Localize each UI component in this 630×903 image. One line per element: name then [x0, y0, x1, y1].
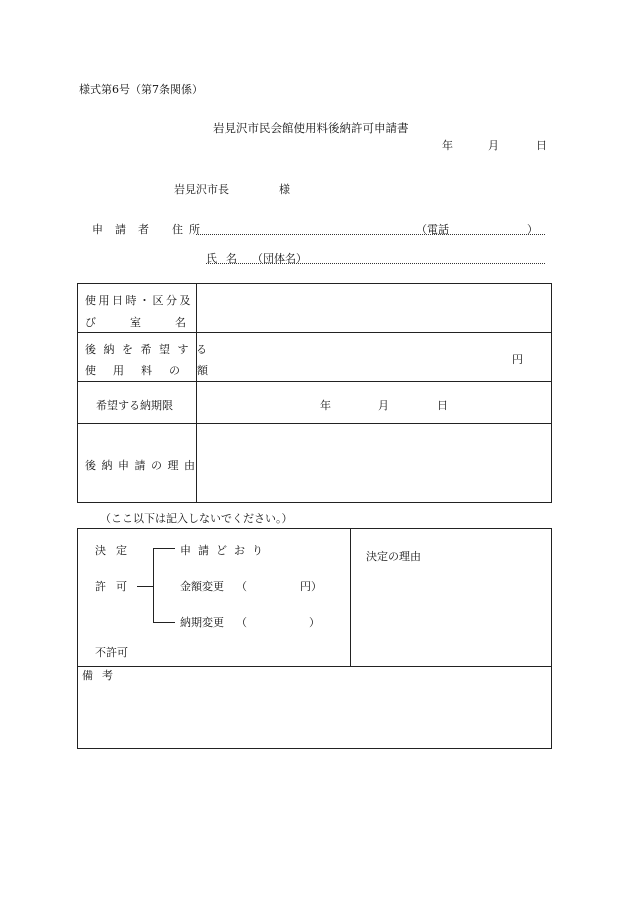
- decision-reason-field[interactable]: [351, 562, 551, 665]
- due-date-label: 希望する納期限: [96, 399, 173, 412]
- deferred-fee-field[interactable]: [197, 333, 551, 381]
- deferred-fee-label-a: 後納を希望する: [85, 343, 215, 356]
- due-open-paren: （: [236, 616, 247, 629]
- option-as-applied[interactable]: 申請どおり: [180, 544, 270, 557]
- amount-close-paren: 円）: [300, 580, 322, 593]
- due-month[interactable]: 月: [378, 399, 389, 412]
- option-amount-change[interactable]: 金額変更: [180, 580, 224, 593]
- fee-unit: 円: [512, 353, 523, 366]
- usage-datetime-label-a: 使用日時・区分及: [85, 294, 193, 307]
- bracket-bottom: [153, 622, 175, 623]
- phone-label: （電話: [416, 223, 449, 236]
- address-label: 住所: [172, 223, 206, 236]
- form-title: 岩見沢市民会館使用料後納許可申請書: [213, 121, 409, 135]
- date-year-label[interactable]: 年: [442, 139, 453, 152]
- reason-label: 後納申請の理由: [85, 459, 201, 472]
- due-day[interactable]: 日: [437, 399, 448, 412]
- decision-label: 決定: [95, 544, 137, 557]
- due-year[interactable]: 年: [320, 399, 331, 412]
- usage-datetime-label-b: び室名: [85, 316, 220, 329]
- option-due-change[interactable]: 納期変更: [180, 616, 224, 629]
- remarks-label: 備考: [82, 669, 122, 682]
- bracket-stem: [137, 586, 153, 587]
- form-number: 様式第6号（第7条関係）: [79, 83, 203, 96]
- due-close-paren: ）: [309, 616, 320, 629]
- office-use-note: （ここ以下は記入しないでください。）: [100, 512, 293, 525]
- decision-reason-label: 決定の理由: [366, 550, 421, 563]
- usage-datetime-field[interactable]: [197, 284, 551, 332]
- deferred-fee-label-b: 使用料の額: [85, 364, 225, 377]
- org-label: （団体名）: [252, 252, 307, 265]
- bracket-top: [153, 548, 175, 549]
- applicant-label: 申請者: [92, 223, 161, 236]
- date-day-label[interactable]: 日: [536, 139, 547, 152]
- addressee-honorific: 様: [279, 183, 290, 196]
- row-divider: [77, 381, 552, 382]
- permit-label: 許可: [95, 580, 137, 593]
- phone-close: ）: [527, 223, 538, 236]
- remarks-field[interactable]: [78, 684, 551, 748]
- reason-field[interactable]: [197, 424, 551, 502]
- name-label: 氏名: [206, 252, 246, 265]
- address-input-line[interactable]: [196, 234, 545, 235]
- addressee-name: 岩見沢市長: [174, 183, 229, 196]
- bracket-vertical: [153, 548, 154, 622]
- not-permitted-label[interactable]: 不許可: [95, 646, 128, 659]
- name-input-line[interactable]: [206, 263, 545, 264]
- amount-open-paren: （: [236, 580, 247, 593]
- date-month-label[interactable]: 月: [488, 139, 499, 152]
- remarks-divider: [77, 666, 552, 667]
